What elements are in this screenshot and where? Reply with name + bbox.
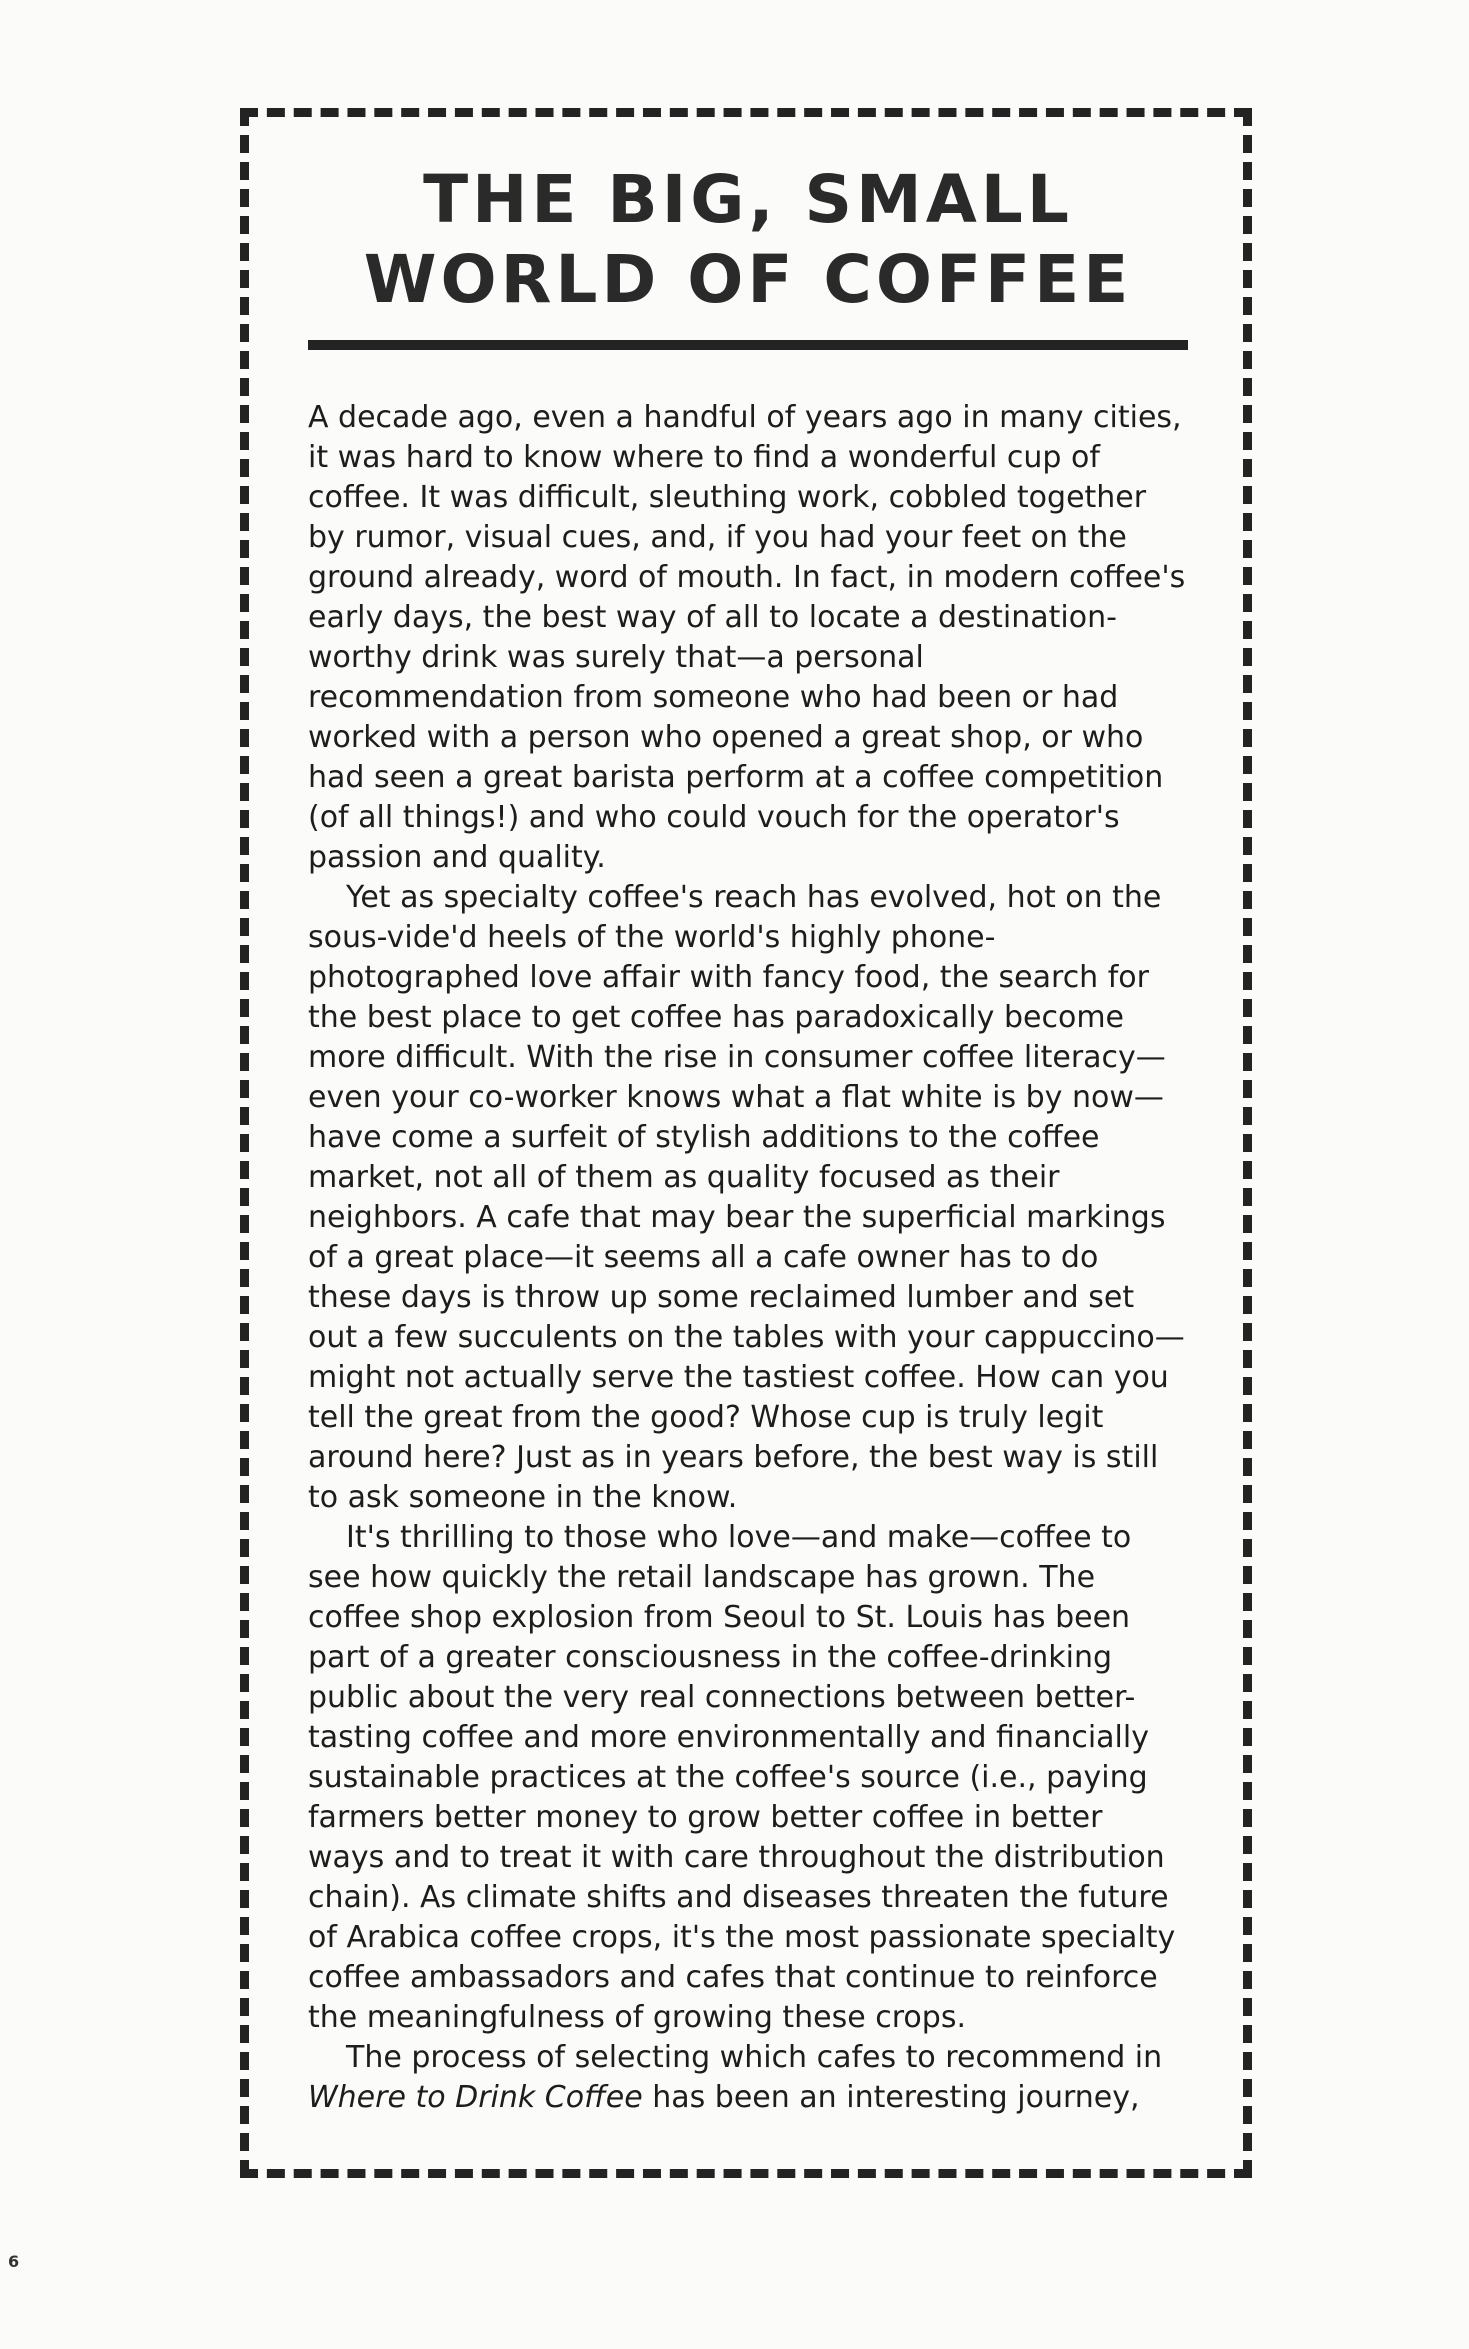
paragraph-1: A decade ago, even a handful of years ago in many cities, it was hard to know where to find a wonderful cup of coffee. It was difficult, sleuthing work, cobbled together by rumor, visual cues, and, if you had your feet on the ground already, word of mouth. In fact, in modern coffee's early days, the best way of all to locate a destination-worthy drink was surely that—a personal recommendation from someone who had been or had worked with a person who opened a great shop, or who had seen a great barista perform at a coffee competition (of all things!) and who could vouch for the operator's passion and quality.	[308, 400, 1186, 875]
title-line-1: THE BIG, SMALL	[423, 161, 1073, 238]
article-body	[308, 398, 1188, 2118]
page-title	[308, 160, 1188, 320]
page-number: 6	[8, 2252, 20, 2271]
book-title: Where to Drink Coffee	[308, 2080, 643, 2115]
paragraph-3: It's thrilling to those who love—and make—coffee to see how quickly the retail landscape has grown. The coffee shop explosion from Seoul to St. Louis has been part of a greater consciousness in the coffee-drinking public about the very real connections between better-tasting coffee and more environmentally and financially sustainable practices at the coffee's source (i.e., paying farmers better money to grow better coffee in better ways and to treat it with care throughout the distribution chain). As climate shifts and diseases threaten the future of Arabica coffee crops, it's the most passionate specialty coffee ambassadors and cafes that continue to reinforce the meaningfulness of growing these crops.	[308, 1520, 1176, 2035]
title-line-2: WORLD OF COFFEE	[363, 241, 1133, 318]
title-underline	[308, 340, 1188, 350]
paragraph-4-start: The process of selecting which cafes to recommend in	[346, 2040, 1163, 2075]
paragraph-2: Yet as specialty coffee's reach has evolved, hot on the sous-vide'd heels of the world's highly phone-photographed love affair with fancy food, the search for the best place to get coffee has paradoxically become more difficult. With the rise in consumer coffee literacy—even your co-worker knows what a flat white is by now—have come a surfeit of stylish additions to the coffee market, not all of them as quality focused as their neighbors. A cafe that may bear the superficial markings of a great place—it seems all a cafe owner has to do these days is throw up some reclaimed lumber and set out a few succulents on the tables with your cappuccino—might not actually serve the tastiest coffee. How can you tell the great from the good? Whose cup is truly legit around here? Just as in years before, the best way is still to ask someone in the know.	[308, 880, 1185, 1515]
paragraph-4-end: has been an interesting journey,	[642, 2080, 1140, 2115]
article	[308, 160, 1188, 2118]
paragraph-4	[308, 2038, 1188, 2118]
